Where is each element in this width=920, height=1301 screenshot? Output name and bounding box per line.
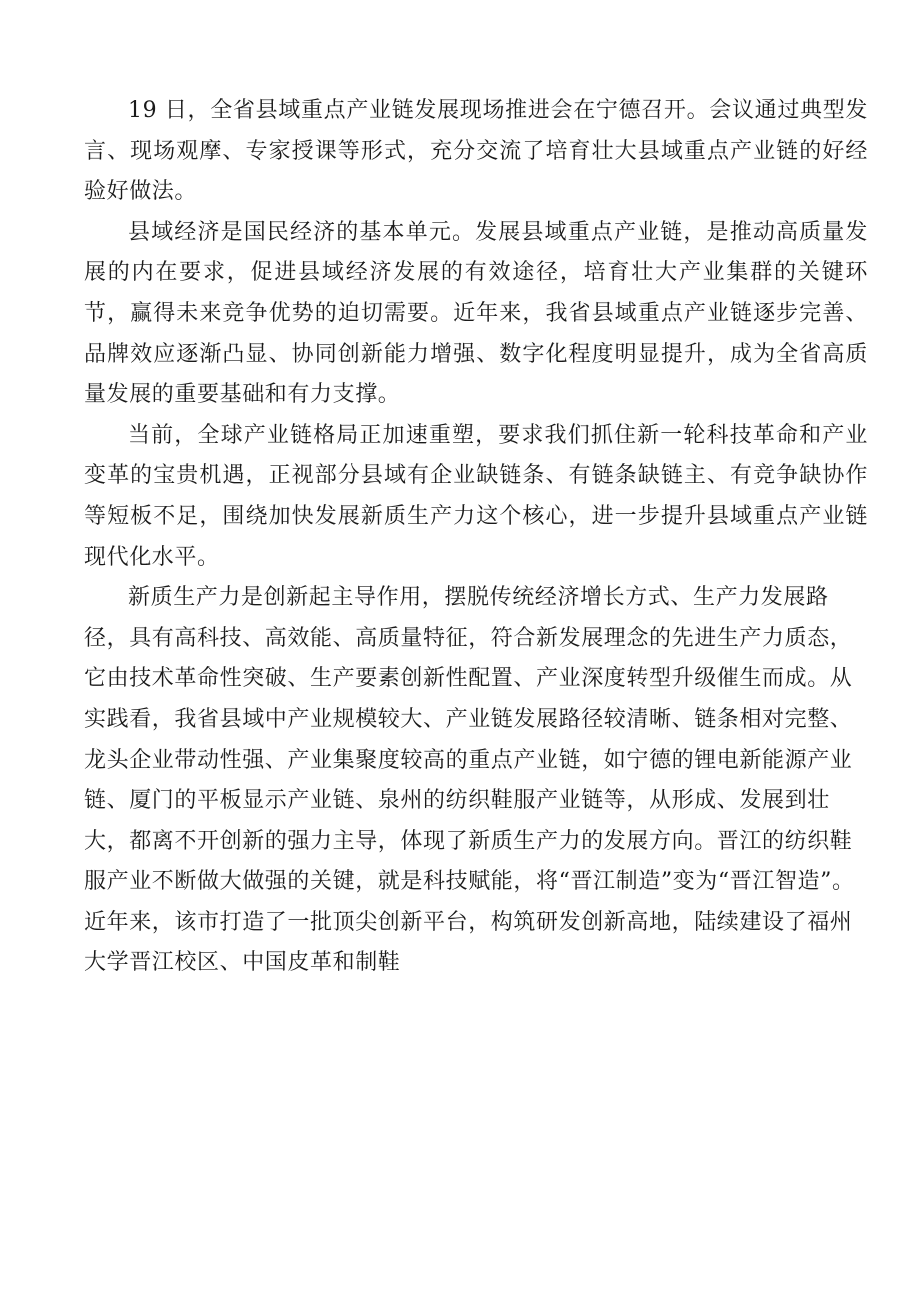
- article-body: [84, 91, 868, 984]
- paragraph-3: 当前，全球产业链格局正加速重塑，要求我们抓住新一轮科技革命和产业变革的宝贵机遇，正视部分县域有企业缺链条、有链条缺链主、有竞争缺协作等短板不足，围绕加快发展新质生产力这个核心，进一步提升县域重点产业链现代化水平。: [84, 422, 868, 570]
- paragraph-4: 新质生产力是创新起主导作用，摆脱传统经济增长方式、生产力发展路径，具有高科技、高效能、高质量特征，符合新发展理念的先进生产力质态，它由技术革命性突破、生产要素创新性配置、产业深度转型升级催生而成。从实践看，我省县域中产业规模较大、产业链发展路径较清晰、链条相对完整、龙头企业带动性强、产业集聚度较高的重点产业链，如宁德的锂电新能源产业链、厦门的平板显示产业链、泉州的纺织鞋服产业链等，从形成、发展到壮大，都离不开创新的强力主导，体现了新质生产力的发展方向。晋江的纺织鞋服产业不断做大做强的关键，就是科技赋能，将“晋江制造”变为“晋江智造”。近年来，该市打造了一批顶尖创新平台，构筑研发创新高地，陆续建设了福州大学晋江校区、中国皮革和制鞋: [84, 585, 855, 976]
- paragraph-1: 19 日，全省县域重点产业链发展现场推进会在宁德召开。会议通过典型发言、现场观摩、专家授课等形式，充分交流了培育壮大县域重点产业链的好经验好做法。: [84, 98, 868, 205]
- paragraph-2: 县域经济是国民经济的基本单元。发展县域重点产业链，是推动高质量发展的内在要求，促进县域经济发展的有效途径，培育壮大产业集群的关键环节，赢得未来竞争优势的迫切需要。近年来，我省县域重点产业链逐步完善、品牌效应逐渐凸显、协同创新能力增强、数字化程度明显提升，成为全省高质量发展的重要基础和有力支撑。: [84, 219, 868, 408]
